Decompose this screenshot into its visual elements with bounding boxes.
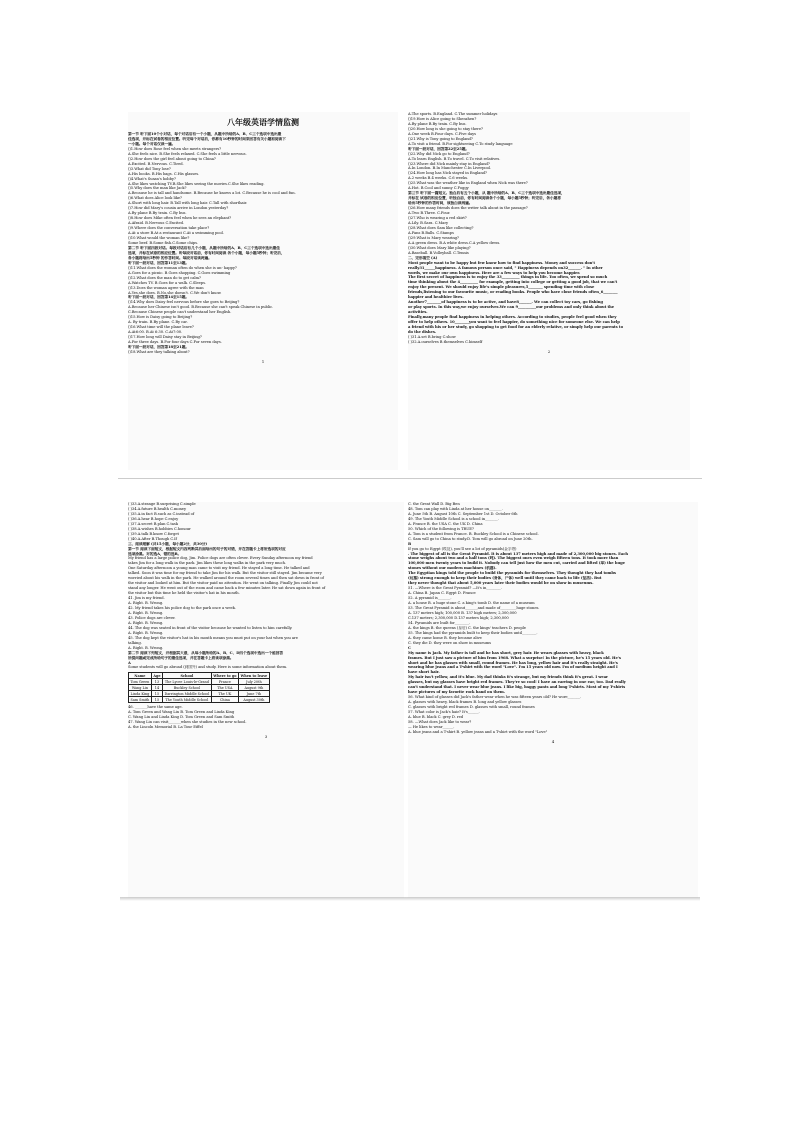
text-line: ()15.How is Daisy going to Beijing? <box>128 315 193 320</box>
table-cell: 14 <box>151 685 162 691</box>
text-line: ()21.Why is Tony going to England? <box>408 136 473 141</box>
text-line: B <box>408 541 412 546</box>
text-line: A. Right. B. Wrong. <box>128 620 164 625</box>
text-line: A.Watches TV. B.Goes for a walk. C.Sleeps. <box>128 280 207 285</box>
text-line: 100,000 men twenty years to build it. Nobody can tell just how the men cut, carried and lifted (举) the huge <box>408 561 625 566</box>
text-line: A.She likes watching TV.B.She likes seeing the movies.C.She likes reading. <box>128 181 265 186</box>
table-row <box>129 697 270 703</box>
text-line: ()6.What does Alice look like? <box>128 196 182 201</box>
table-cell: China <box>211 697 238 703</box>
text-line: 54. Pyramids are built for________. <box>408 620 471 625</box>
text-line: ( )39.A.talk B.know C.forget <box>128 531 179 536</box>
text-line: C. the Great Wall D. Big Ben <box>408 502 460 506</box>
text-line: offer to help others. 10________you want to feel happier, do something nice for someone else. We can help <box>408 320 620 325</box>
text-line: 第一节 听下面10个小对话，每个对话后有一个小题，从题中所给的A、B、C三个选项中选出最 <box>128 132 282 136</box>
text-line: 第二节 听下面四段对话。每段对话后有几个小题，从题中所给的A、B、C三个选项中选出最佳 <box>128 245 280 250</box>
text-line: A.2 weeks B.4 weeks. C.6 weeks. <box>408 176 469 181</box>
text-line: C. Wang Lin and Linda King D. Tom Green and Sam Smith <box>128 715 235 720</box>
page-3-content <box>128 502 404 670</box>
text-line: 听下面一段对话，回答第18至21题。 <box>128 344 189 349</box>
text-line: 47. Wang Lin can visit_______when she studies in the new school. <box>128 720 247 725</box>
text-line: have short hair. <box>408 670 440 675</box>
text-line: 选项涂黑。对的选A，错的选B。 <box>128 551 182 556</box>
text-line: C. glasses with bright red frames D. glasses with small, round frames <box>408 705 535 710</box>
text-line: takes Jim for a long walk in the park. Jim likes these long walks in the park very much. <box>128 561 287 566</box>
text-line: ()20.How long is she going to stay there? <box>408 126 483 131</box>
text-line: A. By train. B.By plane. C.By car. <box>128 320 188 325</box>
text-line: 53. The Great Pyramid is about_______and made of_________huge stones. <box>408 606 540 611</box>
text-line: ( )40.A.After B.Though C.If <box>128 536 177 541</box>
text-line: 佳选项，并标在试卷的相应位置。听完每个对话后，你都有10秒钟的时间来回答有关小题和阅读下 <box>128 136 286 141</box>
text-line: Another7________of happiness is to be active, and have8_______. We can collect toy cars, go fishing <box>408 300 603 305</box>
text-line: If you go to Egypt (埃及), you'll see a lot of pyramids(金字塔) <box>408 546 517 551</box>
text-line: talking. <box>128 640 142 645</box>
page-1-content <box>128 132 398 355</box>
text-line: 43. Police dogs are clever. <box>128 615 176 620</box>
table-cell: 15 <box>151 691 162 697</box>
exam-page-3 <box>128 502 404 898</box>
text-line: A.Because her Chinese isn't good. B.Because she can't speak Chinese in public. <box>128 305 274 310</box>
text-line: A. they came home B. they became alive <box>408 635 482 640</box>
text-line: A.By plane B.By train. C.By bus. <box>408 121 467 126</box>
text-line: short and he has glasses with small, round frames. He has long, yellow hair and it's really straight. He's <box>408 660 618 665</box>
text-line: A. the kings B. the queens (皇后) C. the kings' teachers D. people <box>408 625 526 630</box>
text-line: ()18.What are they talking about? <box>128 349 190 354</box>
text-line: 56. What kind of glasses did Jack's father wear when he was fifteen years old? He wore_______. <box>408 695 582 700</box>
table-cell: Darrington Middle School <box>164 691 210 696</box>
text-line: A. the Lincoln Memorial B. La Tour Eiffel <box>128 725 203 730</box>
text-line: the visitor and looked at him. But the visitor paid no attention. He went on talking. Finally Jim could not <box>128 581 318 586</box>
text-line: ()30.What does Mary like playing? <box>408 245 471 250</box>
text-line: 各小题将给出5秒钟 的作答时间。每段对话读两遍。 <box>128 255 212 260</box>
text-line: A. Right. B. Wrong. <box>128 645 164 650</box>
page-2-content <box>408 112 690 345</box>
text-line: 第三节 听下面一篇短文。独白后有五个小题，从 题中所给的A、B、C三个选项中选出最佳选项， <box>408 191 565 196</box>
text-line: ()7.How did Mary's cousin arrive in London yesterday? <box>128 206 229 211</box>
table-header-cell: School <box>163 673 212 679</box>
text-line: C.Because Chinese people can't understand her English. <box>128 310 232 315</box>
text-line: do the dishes. <box>408 329 437 334</box>
text-line: C <box>408 645 411 650</box>
page-3-questions <box>128 705 404 730</box>
text-line: ()5.Why does the man like Jack? <box>128 186 187 191</box>
text-line: 50. Which of the following is TRUE? <box>408 526 474 531</box>
text-line: A.Lily. B.Sara. C.Mary <box>408 220 449 225</box>
page-number-4: 4 <box>551 738 555 744</box>
text-line: 第一节 阅读下面短文，根据短文内容判断其后面给出的句子的对错，并在答题卡上将所选项的对应 <box>128 546 286 551</box>
text-line: A.For three days. B.For four days C.For seven days. <box>128 340 222 345</box>
table-header-cell: Age <box>153 673 161 678</box>
text-line: A.Goes for a picnic. B.Goes shopping. C.Goes swimming <box>128 270 231 275</box>
text-line: A. 137 meters high; 100,000 B. 137 high meters; 2,300,000 <box>408 610 517 615</box>
text-line: A. glasses with heavy, black frames B. long and yellow glasses <box>408 700 522 705</box>
text-line: ( )37.A.secret B.plan C.task <box>128 521 178 526</box>
text-line: friends,listening to our favourite music, or reading books. People who have close friends often_6________ <box>408 290 618 295</box>
text-line: ()23.Where did Nick mainly stay in England? <box>408 161 490 166</box>
text-line: A. Right. B. Wrong. <box>128 601 164 606</box>
text-line: 听下面一段对话，回答第22至25题。 <box>408 146 469 151</box>
text-line: A. China B. Japan C. Egypt D. France <box>408 591 476 596</box>
text-line: My hair isn't yellow, and it's blue. My dad thinks it's strange, but my friends think it's great. I wear <box>408 675 608 680</box>
text-line: A. Tom Green and Wang Lin B. Tom Green and Linda King <box>128 710 235 715</box>
text-line: ( )38.A.wishes B.hobbies C.honour <box>128 526 191 531</box>
table-cell: The Lycee Louis-le-Grand <box>163 679 212 685</box>
text-line: ()3.What did Tony lose? <box>128 166 171 171</box>
text-line: A.Excited. B.Nervous. C.Tired. <box>128 161 184 166</box>
exam-title: 八年级英语学情监测 <box>227 117 299 127</box>
text-line: stones without our modern machines (机器). <box>408 566 497 571</box>
text-line: A.His books. B.His bags. C.His glasses. <box>128 171 200 176</box>
text-line: they never thought that about 5,000 years later their bodies would be on show in museums. <box>408 581 594 586</box>
text-line: ( )32.A.ourselves B.themselves C.himself <box>408 339 483 344</box>
text-line: C. they die D. they were on show in museums <box>408 640 492 645</box>
text-line: 二、完形填空 (A) <box>408 255 438 260</box>
text-line: 一小题。每个对话仅读一遍。 <box>128 141 176 146</box>
text-line: ( )34.A.future B.health C.money <box>128 506 186 511</box>
text-line: enjoy the present. We should enjoy life's simple pleasures,5________ spending time with close <box>408 285 595 290</box>
text-line: ()27.Who is wearing a red skirt? <box>408 216 467 221</box>
table-cell: 15 <box>151 697 162 703</box>
text-line: A. blue B. black C. grey D. red <box>408 714 464 719</box>
text-line: glasses, but my glasses have bright red frames. They're so cool! I have an earring in one ear, too. Dad really <box>408 680 626 685</box>
page-number-3: 3 <box>264 734 268 740</box>
text-line: 给出5秒钟的作答时间，该独白读两遍。 <box>408 201 473 206</box>
text-line: A. Right. B. Wrong. <box>128 610 164 615</box>
text-line: ()14.Why does Daisy feel nervous before she goes to Beijing? <box>128 300 240 305</box>
text-line: A.Afraid. B.Nervous C.Excited. <box>128 221 185 226</box>
text-line: ( )31.A.set B.bring C.show <box>408 334 456 339</box>
text-line: A. June 5th B. August 10th C. September 1st D. October 6th <box>408 511 518 516</box>
text-line: (坟墓) strong enough to keep their bodies (身体，尸体) well until they came back to life (复活). But <box>408 576 602 581</box>
text-line: 55. The kings had the pyramids built to keep their bodies until________. <box>408 630 538 635</box>
text-line: ()17.How long will Daisy stay in Beijing? <box>128 335 202 340</box>
text-line: ()24.How long has Nick stayed in England? <box>408 171 487 176</box>
text-line: A. blue jeans and a T-shirt B. yellow jeans and a T-shirt with the word "Love" <box>408 729 548 734</box>
text-line: really31______happiness. A famous person once said, " Happiness depends on32_______. " In other <box>408 265 603 270</box>
text-line: ()25.What was the weather like in England when Nick was there? <box>408 181 528 186</box>
table-header-cell: When to leave <box>240 673 268 678</box>
table-cell: August 9th <box>238 685 269 691</box>
table-cell: June 7th <box>238 691 269 697</box>
text-line: 52. A pyramid is_______. <box>408 596 452 601</box>
text-line: Finally,many people find happiness in helping others. According to studies, people feel good when they <box>408 315 617 320</box>
text-line: A.At6:00. B.At 6:30. C.At7:00. <box>128 330 183 335</box>
table-cell: Tom Green <box>130 679 150 684</box>
text-line: 选项，并标在试卷的相应位置。听每段对话前，你有时间阅读 各个小题，每小题5秒钟；听完后， <box>128 250 285 255</box>
text-line: One Saturday afternoon a young man came to visit my friend. He stayed a long time. He talked and <box>128 566 310 571</box>
text-line: 听下面一段对话，回答第14至15题。 <box>128 295 189 300</box>
text-line: 所提问题或完成所给句子的最佳选项，并在答题卡上将该项涂黑。 <box>128 655 234 660</box>
table-cell: Wang Lin <box>129 685 152 691</box>
page-number-1: 1 <box>261 358 265 364</box>
text-line: ()12.What does the man do to get calm? <box>128 275 201 280</box>
text-line: 45. The dog kept the visitor's hat in his mouth means you must put on your hat when you are <box>128 635 298 640</box>
text-line: 51. —Where is the Great Pyramid? —It's in________. <box>408 586 502 591</box>
text-line: 58. —What does Jack like to wear? <box>408 719 472 724</box>
text-line: ()1.How does Rose feel when she meets strangers? <box>128 146 222 151</box>
text-line: ( )35.A.in fact B.such as C.instead of <box>128 511 195 516</box>
table-cell: France <box>211 679 238 685</box>
text-line: My name is Jack. My father is tall and he has short, grey hair. He wears glasses with heavy, black <box>408 650 604 655</box>
text-line: A.At a store B.At a restaurant C.At a swimming pool. <box>128 231 224 236</box>
text-line: A.In London. B.In Manchester C.In Liverpool. <box>408 166 492 171</box>
text-line: talked. Soon it was time for my friend to take Jim for his walk. But the visitor still stayed. Jim became very <box>128 571 322 576</box>
text-line: ()26.How many friends does the writer talk about in the passage? <box>408 206 528 211</box>
text-line: a friend with his or her study, go shopping to get food for an elderly relative, or simply help our parents to <box>408 324 623 329</box>
text-line: My friend has a large police dog, Jim. Police dogs are often clever. Every Sunday afternoon my friend <box>128 556 313 561</box>
text-line: A.One week B.Four days. C.Five days <box>408 131 476 136</box>
schedule-table <box>128 672 270 703</box>
table-cell: Buckley School <box>163 685 212 691</box>
text-line: ()16.What time will the plane leave? <box>128 325 194 330</box>
text-line: A.Fans B.Balls. C.Stamps <box>408 230 454 235</box>
text-line: have pictures of my favorite rock band on them. <box>408 690 506 695</box>
text-line: ( )33.A.strange B.surprising C.simple <box>128 502 196 506</box>
text-line: . The biggest of all is the Great Pyramid. It is about 137 meters high and made of 2,300,000 big stones. Each <box>408 551 629 556</box>
table-body <box>129 679 270 703</box>
text-line: A.By plane B.By train. C.By bus. <box>128 211 187 216</box>
text-line: Some beef. B.Some fish.C.Some chips. <box>128 240 199 245</box>
text-line: can't understand that. I never wear blue jeans. I like big, baggy pants and long T-shirts. Most of my T-shirts <box>408 685 626 690</box>
text-line: A.To learn English. B.To travel. C.To visit relatives. <box>408 156 501 161</box>
text-line: A.A green dress. B.A white dress.C.A yellow dress. <box>408 240 501 245</box>
text-line: A.Two B.Three. C.Four. <box>408 211 451 216</box>
text-line: the visitor but this time he held the visitor's hat in his mouth. <box>128 591 240 596</box>
text-line: A.The sports. B.England. C.The summer holidays <box>408 112 498 116</box>
text-line: wearing blue jeans and a T-shirt with the word "Love". I'm 15 years old now. I'm of medium height and I <box>408 665 618 670</box>
page-divider <box>118 478 702 479</box>
text-line: A.Hot. B.Cool and sunny C.Foggy <box>408 186 469 191</box>
table-cell: Sam Smith <box>129 697 152 703</box>
text-line: Most people want to be happy but few know how to find happiness. Money and success don't <box>408 260 595 265</box>
text-line: words, we make our own happiness. Here are a few ways to help you become happier. <box>408 270 581 275</box>
text-line: C.137 meters; 2,300,000 D.137 meters high; 2,300,000 <box>408 615 509 620</box>
text-line: 46. _______have the same age. <box>128 705 183 710</box>
text-line: ( )36.A.hear B.hope C.enjoy <box>128 516 179 521</box>
page-4-content <box>408 502 698 735</box>
text-line: or play sports. In this way,we enjoy ourselves.We can 9__________our problems and only think about the <box>408 305 615 310</box>
text-line: 41. Jim is my friend. <box>128 596 165 601</box>
scan-shadow <box>120 897 700 901</box>
text-line: 第二节 阅读下列短文，并根据其大意，从每小题所给的A、B、C、D四个选项中选出一个能回答 <box>128 650 284 655</box>
text-line: A. a house B. a huge stone C. a king's tomb D. the name of a museum <box>408 601 535 606</box>
text-line: A.To visit a friend. B.For sightseeing C.To study language <box>408 141 513 146</box>
text-line: stand any longer. He went out of the room and came back a few minutes later. He sat down again in front of <box>128 586 326 591</box>
exam-page-1 <box>128 112 398 470</box>
text-line: worried about his walk in the park. He walked around the room several times and then sat down in front of <box>128 576 324 581</box>
exam-page-2 <box>408 112 690 470</box>
text-line: 并标在 试卷的相应位置，听独白前，你有时间阅读各个小题，每小题5秒钟；听完后，各小题将 <box>408 196 561 201</box>
text-line: A.Because he is tall and handsome. B.Because he knows a lot. C.Because he is cool and fun. <box>128 191 296 196</box>
table-cell: The UK <box>211 691 238 697</box>
text-line: ()8.How does Mike often feel when he sees an elephant? <box>128 216 232 221</box>
text-line: A.She feels nice. B.She feels relaxed. C.She feels a little nervous. <box>128 151 247 156</box>
text-line: A <box>128 660 131 665</box>
text-line: ()13.Does the woman agree with the man <box>128 285 204 290</box>
text-line: 三、阅读理解 (共15小题，每小题2分，共30分) <box>128 541 208 546</box>
text-line: A. Right. B. Wrong. <box>128 630 164 635</box>
text-line: 49. The Youth Middle School is a school in_______. <box>408 516 499 521</box>
text-line: 42. My friend takes his police dog to the park once a week. <box>128 606 236 611</box>
text-line: Some students will go abroad (到国外) and study. Here is some information about them. <box>128 665 288 670</box>
table-header-cell: Name <box>129 673 152 679</box>
text-line: ()9.Where does the conversation take place? <box>128 226 210 231</box>
text-line: A. Tom is a student from France. B. Buckley School is a Chinese school. <box>408 531 539 536</box>
table-header-cell: Where to go <box>213 673 237 678</box>
exam-page-4 <box>408 502 698 898</box>
text-line: ()10.What would the woman like? <box>128 236 190 241</box>
text-line: ()22.Why did Nick go to England? <box>408 151 470 156</box>
table-cell: July 20th <box>238 679 269 685</box>
text-line: stone weighs about two and a half tons (吨). The biggest ones even weigh fifteen tons. It took more than <box>408 556 619 561</box>
text-line: 听下面一段对话，回答第11至13题。 <box>128 260 189 265</box>
text-line: ()28.What does Sam like collecting? <box>408 225 474 230</box>
text-line: ()2.How does the girl feel about going to China? <box>128 156 216 161</box>
text-line: A.Baseball. B.Volleyball. C.Tennis <box>408 250 469 255</box>
table-cell: The Youth Middle School <box>163 697 212 703</box>
text-line: ()19.How is Alice going to Shenzhen? <box>408 116 477 121</box>
text-line: The first secret of happiness is to enjoy the 33__________ things in life. Too often, we spend so much <box>408 275 608 280</box>
text-line: 44. The dog was seated in front of the visitor because he wanted to listen to him carefully. <box>128 625 293 630</box>
table-cell: The USA <box>211 685 238 691</box>
text-line: ()29.What is Mary wearing? <box>408 235 459 240</box>
text-line: ()11.What does the woman often do when she is un- happy? <box>128 265 237 270</box>
text-line: time thinking about the 4__________ for example, getting into college or getting a good job, that we can't <box>408 280 618 285</box>
text-line: A. France B. the USA C. the UK D. China <box>408 521 483 526</box>
text-line: 48. Tom can play with Linda at her house on_______. <box>408 506 503 511</box>
text-line: 57. What color is Jack's hair? It's______. <box>408 710 480 715</box>
page-number-2: 2 <box>547 348 551 354</box>
text-line: A.Short with long hair. B.Tall with long hair. C.Tall with shorthair. <box>128 201 248 206</box>
text-line: The Egyptian kings told the people to build the pyramids for themselves. They thought they had tombs <box>408 571 616 576</box>
text-line: A.Yes,she does. B.No,she doesn't. C.We don't know. <box>128 290 222 295</box>
text-line: C. Sam will go to China to study.D. Tom will go abroad on June 20th. <box>408 536 533 541</box>
text-line: frames. But I just saw a picture of him from 1968. What a surprise! In the picture, he's 15 years old. He's <box>408 655 621 660</box>
text-line: ()4.What's Susan's hobby? <box>128 176 176 181</box>
table-cell: August 30th <box>238 697 269 703</box>
text-line: activities. <box>408 310 428 315</box>
text-line: happier and healthier lives. <box>408 295 464 300</box>
text-line: — He likes to wear______. <box>408 724 455 729</box>
table-cell: Linda King <box>129 691 152 697</box>
table-cell: 13 <box>151 679 162 685</box>
